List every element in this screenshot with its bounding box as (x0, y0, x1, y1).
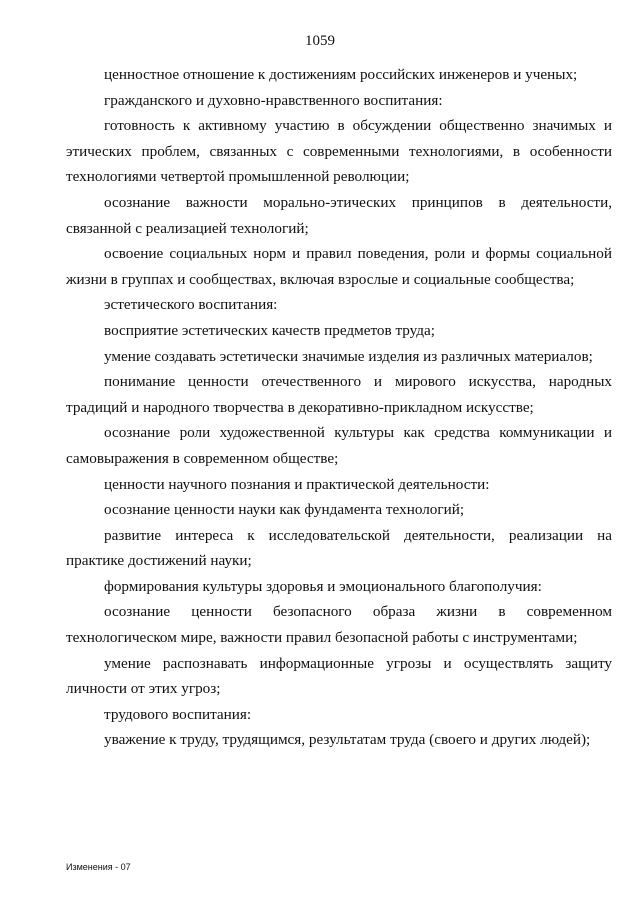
paragraph: осознание ценности безопасного образа жизни в современном технологическом мире, важности правил безопасной работы с инструментами; (66, 603, 612, 647)
paragraph: осознание важности морально-этических принципов в деятельности, связанной с реализацией технологий; (66, 193, 612, 237)
paragraph: осознание роли художественной культуры как средства коммуникации и самовыражения в современном обществе; (66, 424, 612, 467)
section-heading: эстетического воспитания: (104, 296, 278, 314)
paragraph: ценностное отношение к достижениям российских инженеров и ученых; (104, 66, 578, 83)
paragraph: развитие интереса к исследовательской деятельности, реализации на практике достижений науки; (66, 526, 612, 570)
paragraph: уважение к труду, трудящимся, результатам труда (своего и других людей); (104, 731, 591, 749)
paragraph: осознание ценности науки как фундамента технологий; (104, 501, 465, 519)
paragraph: понимание ценности отечественного и мирового искусства, народных традиций и народного творчества в декоративно-прикладном искусстве; (66, 373, 612, 416)
section-heading: трудового воспитания: (104, 705, 252, 723)
section-heading: формирования культуры здоровья и эмоционального благополучия: (104, 577, 542, 595)
paragraph: умение создавать эстетически значимые изделия из различных материалов; (104, 347, 593, 365)
paragraph: умение распознавать информационные угрозы и осуществлять защиту личности от этих угроз; (66, 654, 612, 698)
footer-revision-note: Изменения - 07 (66, 862, 131, 872)
paragraph: восприятие эстетических качеств предметов труда; (104, 321, 435, 339)
section-heading: ценности научного познания и практической деятельности: (104, 475, 490, 493)
section-heading: гражданского и духовно-нравственного воспитания: (104, 91, 443, 109)
paragraph: освоение социальных норм и правил поведения, роли и формы социальной жизни в группах и сообществах, включая взрослые и социальные сообщества; (66, 245, 612, 288)
page-number: 1059 (305, 33, 335, 49)
document-body (66, 62, 612, 753)
paragraph: готовность к активному участию в обсуждении общественно значимых и этических проблем, связанных с современными технологиями, в особенности технологиями четвертой промышленной революции; (66, 117, 612, 186)
